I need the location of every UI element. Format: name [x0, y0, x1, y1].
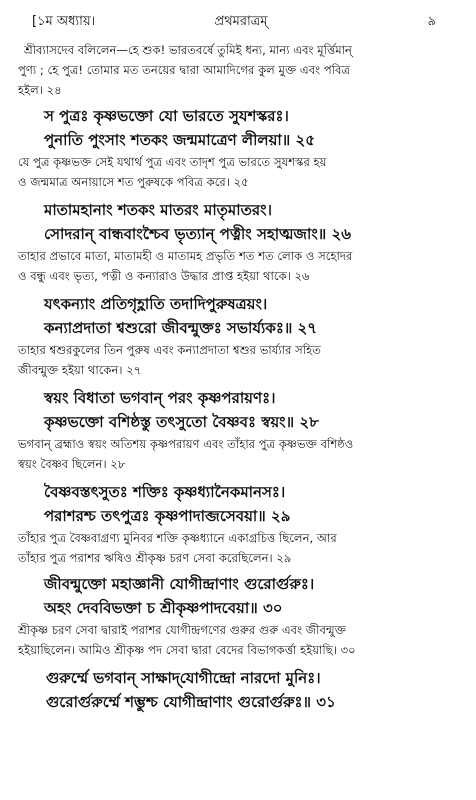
page-title: প্রথমরাত্রম্‌	[214, 14, 268, 29]
verse-27-line-1: যৎকন্যাং প্রতিগৃহ্ণাতি তদাদিপুরুষত্রয়ং।	[44, 295, 268, 313]
intro-line-1: শ্রীব্যাসদেব বলিলেন—হে শুক! ভারতবর্ষে তুমিই ধন্য, মান্য এবং মূর্ত্তিমান্‌	[24, 43, 352, 57]
translation-26-line-2: ও বন্ধু এবং ভৃত্য, পত্নী ও কন্যারাও উদ্ধার প্রাপ্ত হইয়া থাকে। ২৬	[18, 269, 310, 283]
translation-28-line-2: স্বয়ং বৈষ্ণব ছিলেন। ২৮	[18, 457, 126, 471]
intro-line-3: হইল। ২৪	[18, 83, 62, 97]
verse-30-line-2: অহং দেববিভক্তা চ শ্রীকৃষ্ণপাদবেয়া॥ ৩০	[44, 599, 283, 617]
translation-30-line-1: শ্রীকৃষ্ণ চরণ সেবা দ্বারাই পরাশর যোগীন্দ্রগণের গুরুর গুরু এবং জীবন্মুক্ত	[18, 623, 346, 637]
verse-26-line-2: সোদরান্‌ বান্ধবাংশ্চৈব ভৃত্যান্‌ পত্নীং সহাত্মজাং॥ ২৬	[44, 225, 351, 243]
page-number: ৯	[427, 14, 436, 29]
translation-27-line-2: জীবন্মুক্ত হইয়া থাকেন। ২৭	[18, 363, 142, 377]
translation-25-line-2: ও জন্মমাত্র অনায়াসে শত পুরুষকে পবিত্র করে। ২৫	[18, 175, 249, 189]
verse-29-line-1: বৈষ্ণবস্তৎসুতঃ শক্তিঃ কৃষ্ণধ্যানৈকমানসঃ।	[44, 483, 286, 501]
chapter-label: [১ম অধ্যায়।	[32, 14, 96, 29]
translation-30-line-2: হইয়াছিলেন। আমিও শ্রীকৃষ্ণ পদ সেবা দ্বারা বেদের বিভাগকর্ত্তা হইয়াছি। ৩০	[18, 643, 356, 657]
verse-26-line-1: মাতামহানাং শতকং মাতরং মাতৃমাতরং।	[44, 201, 272, 219]
verse-25-line-1: স পুত্রঃ কৃষ্ণভক্তো যো ভারতে সুযশস্করঃ।	[44, 107, 289, 125]
verse-30-line-1: জীবন্মুক্তো মহাজ্ঞানী যোগীন্দ্রাণাং গুরোর্গুরুঃ।	[44, 575, 315, 593]
verse-25-line-2: পুনাতি পুংসাং শতকং জন্মমাত্রেণ লীলয়া॥ ২৫	[44, 131, 315, 149]
translation-27-line-1: তাহার শ্বশুরকুলের তিন পুরুষ এবং কন্যাপ্রদাতা শ্বশুর ভার্য্যার সহিত	[18, 343, 321, 357]
intro-line-2: পুণ্য ; হে পুত্র! তোমার মত তনয়ের দ্বারা আমাদিগের কুল মুক্ত এবং পবিত্র	[18, 63, 350, 77]
verse-27-line-2: কন্যাপ্রদাতা শ্বশুরো জীবন্মুক্তঃ সভার্য্যকঃ॥ ২৭	[44, 319, 318, 337]
translation-25-line-1: যে পুত্র কৃষ্ণভক্ত সেই যথার্থ পুত্র এবং তাদৃশ পুত্র ভারতে সুযশস্কর হয়	[18, 155, 327, 169]
translation-29-line-2: তাঁহার পুত্র পরাশর ঋষিও শ্রীকৃষ্ণ চরণ সেবা করেছিলেন। ২৯	[18, 551, 292, 565]
verse-28-line-1: স্বয়ং বিধাতা ভগবান্‌ পরং কৃষ্ণপরায়ণঃ।	[44, 389, 276, 407]
verse-31-line-1: গুরুর্ম্মে ভগবান্‌ সাক্ষাদ্‌যোগীন্দ্রো নারদো মুনিঃ।	[46, 669, 321, 687]
verse-31-line-2: গুরোর্গুরুর্ম্মে শম্ভুশ্চ যোগীন্দ্রাণাং গুরোর্গুরুঃ॥ ৩১	[46, 693, 336, 711]
verse-28-line-2: কৃষ্ণভক্তো বশিষ্ঠস্তু তৎসুতো বৈষ্ণবঃ স্বয়ং॥ ২৮	[44, 413, 319, 431]
translation-28-line-1: ভগবান্‌ ব্রহ্মাও স্বয়ং অতিশয় কৃষ্ণপরায়ণ এবং তাঁহার পুত্র কৃষ্ণভক্ত বশিষ্ঠও	[18, 437, 354, 451]
translation-26-line-1: তাহার প্রভাবে মাতা, মাতামহী ও মাতামহ প্রভৃতি শত শত লোক ও সহোদর	[18, 249, 353, 263]
verse-29-line-2: পরাশরশ্চ তৎপুত্রঃ কৃষ্ণপাদাব্জসেবয়া॥ ২৯	[44, 507, 291, 525]
translation-29-line-1: তাঁহার পুত্র বৈষ্ণবাগ্রণ্য মুনিবর শক্তি কৃষ্ণধ্যানে একাগ্রচিত্ত ছিলেন, আর	[18, 531, 337, 545]
running-header	[18, 6, 464, 32]
page-body	[18, 40, 464, 714]
